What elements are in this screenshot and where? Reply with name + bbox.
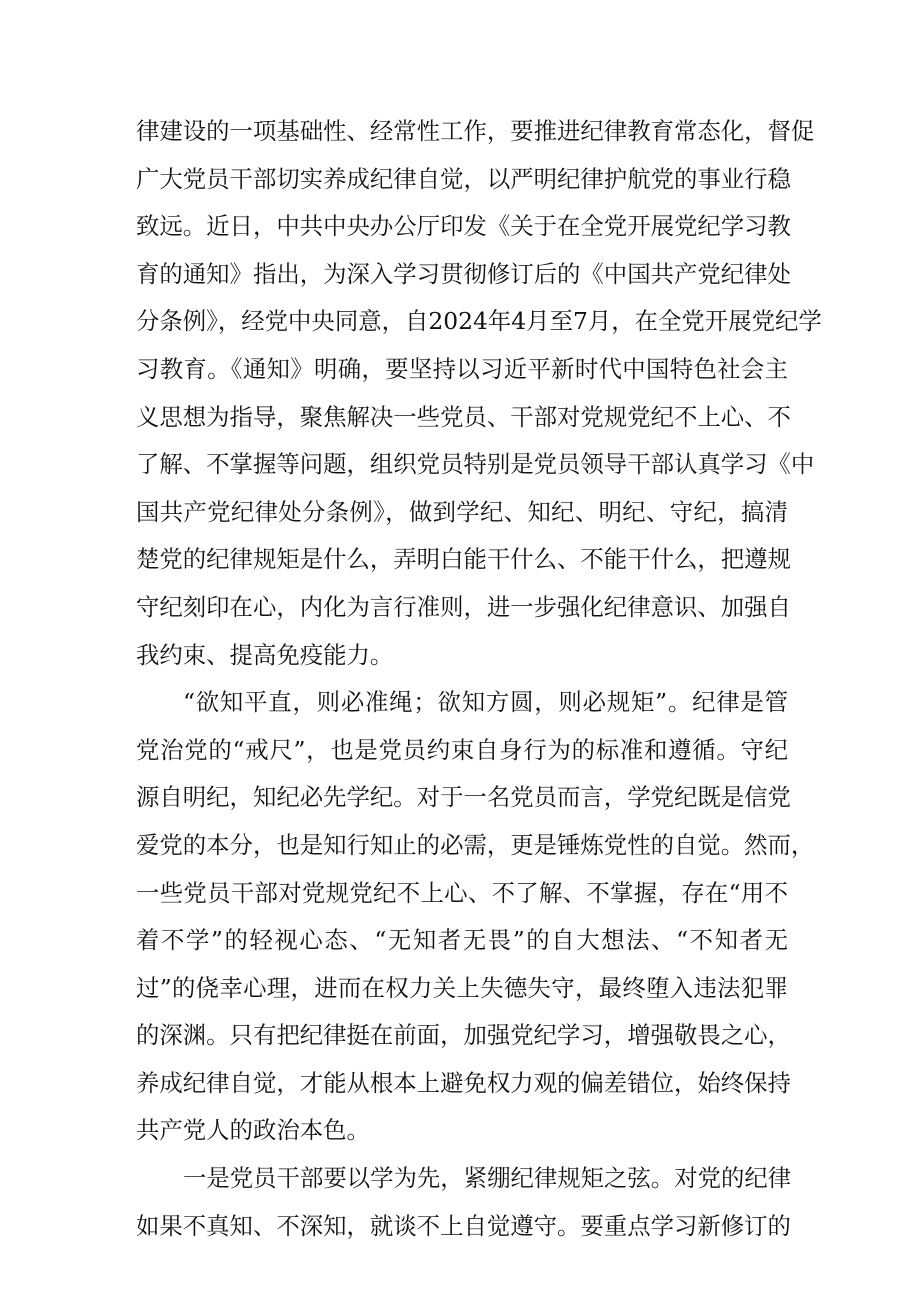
text-line: 了解、不掌握等问题，组织党员特别是党员领导干部认真学习《中 (136, 450, 815, 479)
text-line: 过”的侥幸心理，进而在权力关上失德失守，最终堕入违法犯罪 (136, 973, 788, 1002)
text-line: 源自明纪，知纪必先学纪。对于一名党员而言，学党纪既是信党 (136, 783, 791, 812)
paragraph-first-line: 一是党员干部要以学为先，紧绷纪律规矩之弦。对党的纪律 (183, 1164, 792, 1193)
text-line: 党治党的“戒尺”，也是党员约束自身行为的标准和遵循。守纪 (136, 735, 788, 764)
text-line: 一些党员干部对党规党纪不上心、不了解、不掌握，存在“用不 (136, 878, 788, 907)
text-line: 分条例》，经党中央同意，自2024年4月至7月，在全党开展党纪学 (136, 307, 822, 336)
document-body (136, 108, 822, 1250)
text-line: 的深渊。只有把纪律挺在前面，加强党纪学习，增强敬畏之心， (136, 1021, 791, 1050)
text-line: 致远。近日，中共中央办公厅印发《关于在全党开展党纪学习教 (136, 212, 791, 241)
text-line: 共产党人的政治本色。 (136, 1116, 370, 1145)
text-line: 爱党的本分，也是知行知止的必需，更是锤炼党性的自觉。然而， (136, 830, 815, 859)
text-line: 国共产党纪律处分条例》，做到学纪、知纪、明纪、守纪，搞清 (136, 497, 788, 526)
text-line: 义思想为指导，聚焦解决一些党员、干部对党规党纪不上心、不 (136, 402, 791, 431)
text-line: 育的通知》指出，为深入学习贯彻修订后的《中国共产党纪律处 (136, 259, 791, 288)
text-line: 着不学”的轻视心态、“无知者无畏”的自大想法、“不知者无 (136, 926, 788, 955)
text-line: 广大党员干部切实养成纪律自觉，以严明纪律护航党的事业行稳 (136, 164, 791, 193)
paragraph-first-line: “欲知平直，则必准绳；欲知方圆，则必规矩”。纪律是管 (183, 688, 788, 717)
text-line: 我约束、提高免疫能力。 (136, 640, 394, 669)
text-line: 如果不真知、不深知，就谈不上自觉遵守。要重点学习新修订的 (136, 1211, 791, 1240)
text-line: 律建设的一项基础性、经常性工作，要推进纪律教育常态化，督促 (136, 117, 815, 145)
text-line: 习教育。《通知》明确，要坚持以习近平新时代中国特色社会主 (136, 354, 788, 383)
text-line: 养成纪律自觉，才能从根本上避免权力观的偏差错位，始终保持 (136, 1068, 791, 1097)
text-line: 楚党的纪律规矩是什么，弄明白能干什么、不能干什么，把遵规 (136, 545, 791, 574)
text-line: 守纪刻印在心，内化为言行准则，进一步强化纪律意识、加强自 (136, 592, 791, 621)
